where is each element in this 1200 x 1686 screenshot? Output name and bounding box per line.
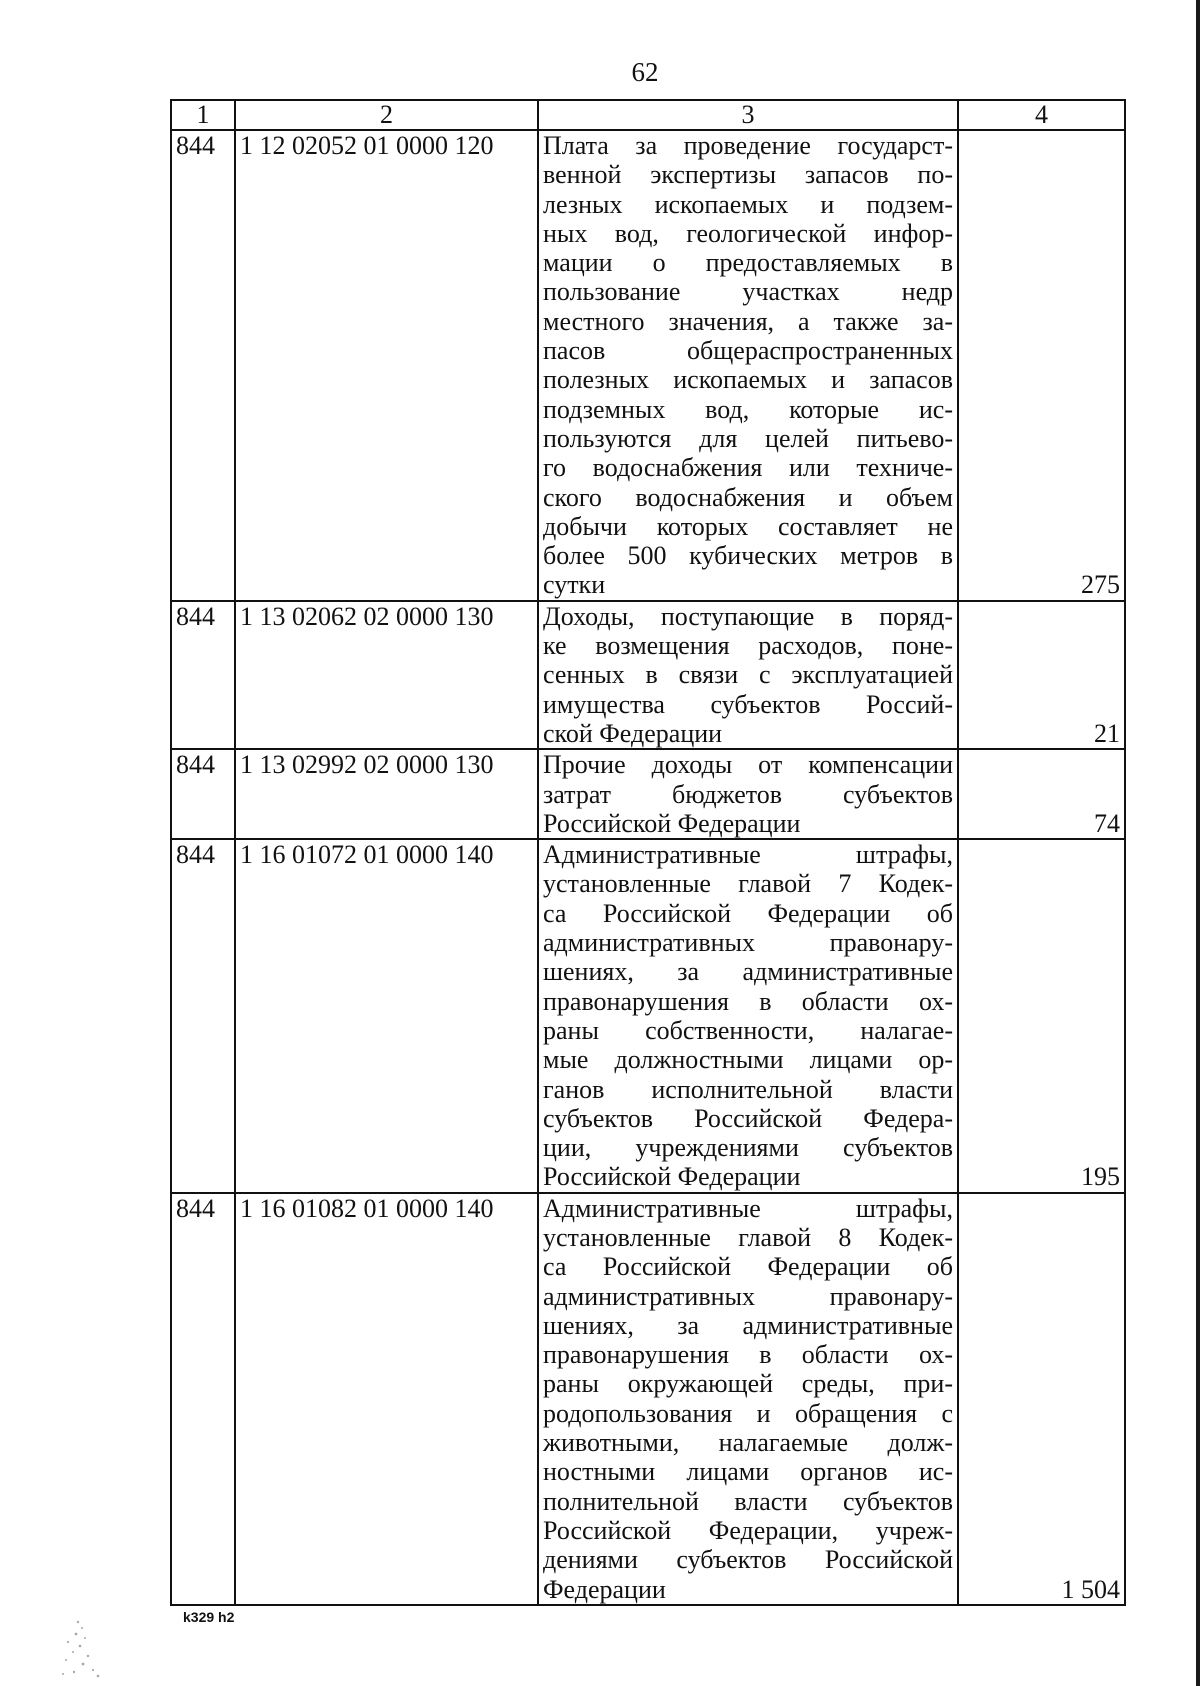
description-line: имущества субъектов Россий-	[543, 689, 953, 719]
budget-classification-code-cell: 1 16 01082 01 0000 140	[235, 1193, 538, 1605]
budget-classification-code-cell: 1 13 02062 02 0000 130	[235, 601, 538, 749]
description-line: ке возмещения расходов, поне-	[543, 631, 953, 661]
description-line: венной экспертизы запасов по-	[543, 160, 953, 190]
description-line: сенных в связи с эксплуатацией	[543, 660, 953, 690]
admin-code-cell: 844	[171, 601, 235, 749]
description-line: са Российской Федерации об	[543, 1252, 953, 1282]
amount-cell: 74	[958, 749, 1125, 839]
description-line: пользование участках недр	[543, 277, 953, 307]
description-line: Плата за проведение государст-	[543, 131, 953, 160]
description-line: сутки	[543, 570, 606, 600]
budget-classification-code-cell: 1 13 02992 02 0000 130	[235, 749, 538, 839]
description-line: дениями субъектов Российской	[543, 1545, 953, 1575]
description-line: Российской Федерации, учреж-	[543, 1515, 953, 1545]
revenue-description-cell	[538, 749, 958, 839]
revenue-description-cell	[538, 130, 958, 601]
description-line: Прочие доходы от компенсации	[543, 750, 953, 780]
description-line: мации о предоставляемых в	[543, 248, 953, 278]
header-col-1: 1	[171, 100, 235, 130]
footer-code: k329 h2	[183, 1609, 235, 1625]
header-row	[171, 100, 1125, 130]
description-line: родопользования и обращения с	[543, 1398, 953, 1428]
description-line: мые должностными лицами ор-	[543, 1045, 953, 1075]
budget-classification-code-cell: 1 12 02052 01 0000 120	[235, 130, 538, 601]
description-line: раны окружающей среды, при-	[543, 1369, 953, 1399]
description-line: правонарушения в области ох-	[543, 1340, 953, 1370]
description-line: Российской Федерации	[543, 1162, 801, 1192]
description-line: Федерации	[543, 1574, 666, 1604]
table-row	[171, 601, 1125, 749]
description-line: административных правонару-	[543, 1281, 953, 1311]
table-row	[171, 130, 1125, 601]
description-line: лезных ископаемых и подзем-	[543, 189, 953, 219]
budget-classification-code-cell: 1 16 01072 01 0000 140	[235, 839, 538, 1193]
description-line: административных правонару-	[543, 928, 953, 958]
header-col-3: 3	[538, 100, 958, 130]
admin-code-cell: 844	[171, 839, 235, 1193]
description-line: местного значения, а также за-	[543, 306, 953, 336]
description-line: добычи которых составляет не	[543, 511, 953, 541]
description-line: ностными лицами органов ис-	[543, 1457, 953, 1487]
description-line: Доходы, поступающие в поряд-	[543, 601, 953, 631]
description-line: подземных вод, которые ис-	[543, 394, 953, 424]
amount-cell: 275	[958, 130, 1125, 601]
table-body	[171, 130, 1125, 1605]
table-row	[171, 749, 1125, 839]
description-line: субъектов Российской Федера-	[543, 1103, 953, 1133]
description-line: шениях, за административные	[543, 957, 953, 987]
amount-cell: 1 504	[958, 1193, 1125, 1605]
admin-code-cell: 844	[171, 130, 235, 601]
amount-cell: 195	[958, 839, 1125, 1193]
amount-cell: 21	[958, 601, 1125, 749]
description-line: ции, учреждениями субъектов	[543, 1133, 953, 1163]
admin-code-cell: 844	[171, 1193, 235, 1605]
description-line: ского водоснабжения и объем	[543, 482, 953, 512]
description-line: установленные главой 7 Кодек-	[543, 869, 953, 899]
description-line: Административные штрафы,	[543, 840, 953, 870]
description-line: шениях, за административные	[543, 1310, 953, 1340]
table-row	[171, 839, 1125, 1193]
description-line: правонарушения в области ох-	[543, 986, 953, 1016]
description-line: ных вод, геологической инфор-	[543, 218, 953, 248]
description-line: полезных ископаемых и запасов	[543, 365, 953, 395]
description-line: ской Федерации	[543, 718, 723, 748]
table-row	[171, 1193, 1125, 1605]
admin-code-cell: 844	[171, 749, 235, 839]
revenue-codes-table	[170, 99, 1126, 1606]
description-line: животными, налагаемые долж-	[543, 1428, 953, 1458]
description-line: пасов общераспространенных	[543, 336, 953, 366]
header-col-2: 2	[235, 100, 538, 130]
scan-border	[1196, 0, 1200, 1686]
description-line: Административные штрафы,	[543, 1193, 953, 1223]
description-line: ганов исполнительной власти	[543, 1074, 953, 1104]
description-line: полнительной власти субъектов	[543, 1486, 953, 1516]
page-number: 62	[631, 57, 659, 87]
description-line: более 500 кубических метров в	[543, 541, 953, 571]
scan-noise-marks	[38, 1612, 108, 1682]
description-line: пользуются для целей питьево-	[543, 423, 953, 453]
revenue-description-cell	[538, 1193, 958, 1605]
header-col-4: 4	[958, 100, 1125, 130]
description-line: установленные главой 8 Кодек-	[543, 1222, 953, 1252]
revenue-description-cell	[538, 839, 958, 1193]
description-line: са Российской Федерации об	[543, 898, 953, 928]
description-line: раны собственности, налагае-	[543, 1015, 953, 1045]
revenue-description-cell	[538, 601, 958, 749]
description-line: затрат бюджетов субъектов	[543, 779, 953, 809]
description-line: го водоснабжения или техниче-	[543, 453, 953, 483]
description-line: Российской Федерации	[543, 808, 801, 838]
